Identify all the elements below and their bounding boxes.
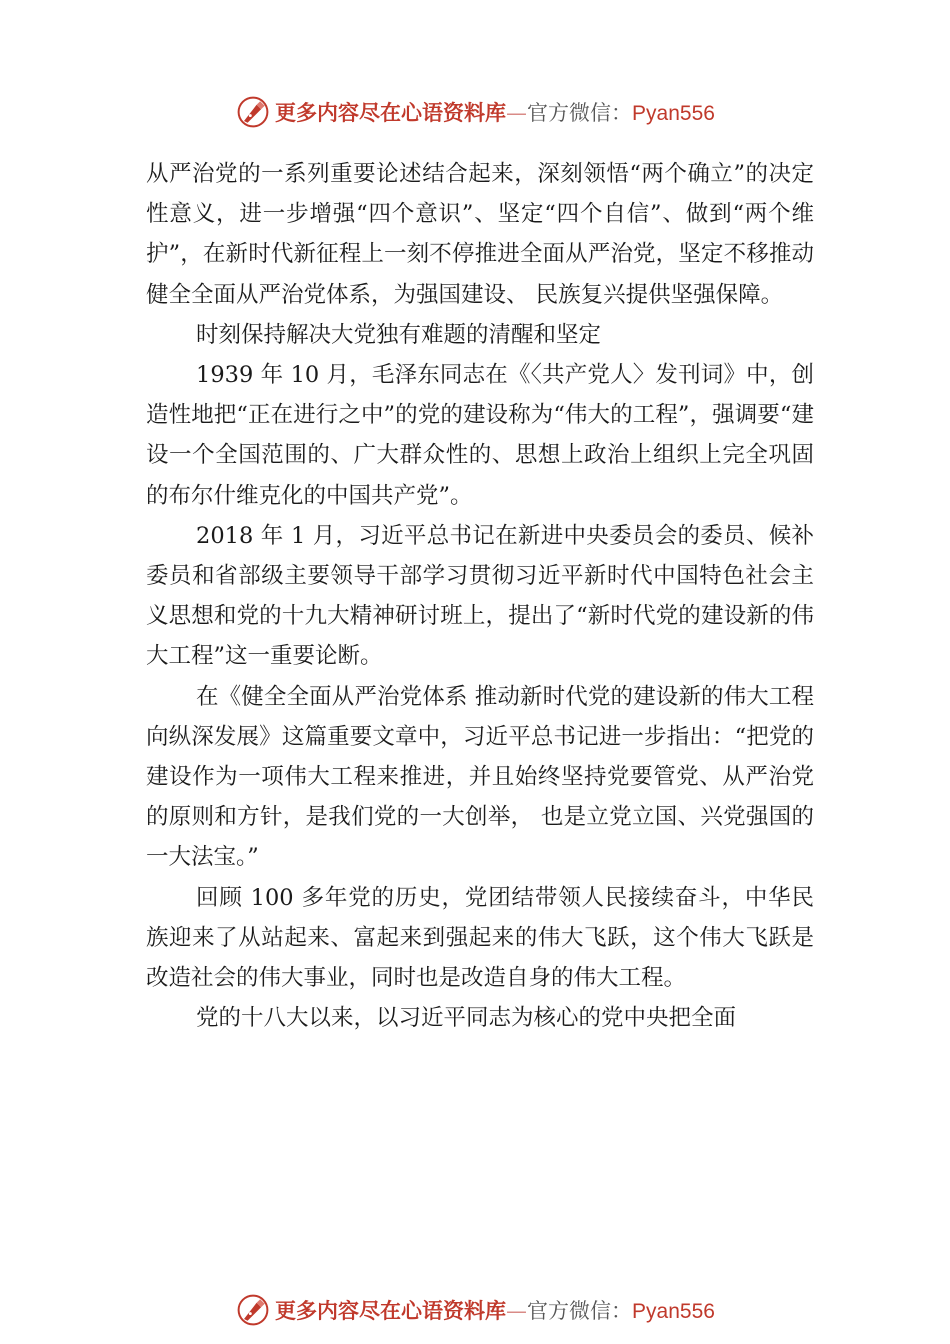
banner-wechat-id: Pyan556 (632, 102, 715, 125)
footer-banner (0, 1290, 950, 1330)
banner-dash: — (506, 1299, 528, 1323)
banner-wechat-id: Pyan556 (632, 1300, 715, 1323)
banner-wechat-label: 官方微信： (527, 1299, 633, 1323)
document-body (146, 154, 814, 1038)
paragraph: 2018 年 1 月，习近平总书记在新进中央委员会的委员、候补委员和省部级主要领导干部学习贯彻习近平新时代中国特色社会主义思想和党的十九大精神研讨班上，提出了“新时代党的建设新的伟大工程”这一重要论断。 (146, 522, 814, 670)
paragraph: 1939 年 10 月，毛泽东同志在《〈共产党人〉发刊词》中，创造性地把“正在进行之中”的党的建设称为“伟大的工程”，强调要“建设一个全国范围的、广大群众性的、思想上政治上组织上完全巩固的布尔什维克化的中国共产党”。 (146, 362, 814, 509)
paragraph: 在《健全全面从严治党体系 推动新时代党的建设新的伟大工程向纵深发展》这篇重要文章中，习近平总书记进一步指出：“把党的建设作为一项伟大工程来推进，并且始终坚持党要管党、从严治党的原则和方针，是我们党的一大创举， 也是立党立国、兴党强国的一大法宝。” (146, 683, 814, 871)
banner-promo-text: 更多内容尽在心语资料库 (275, 1298, 507, 1323)
banner-text (275, 1295, 715, 1325)
banner-promo-text: 更多内容尽在心语资料库 (275, 100, 507, 125)
paragraph: 党的十八大以来，以习近平同志为核心的党中央把全面 (196, 1005, 737, 1032)
header-banner (0, 92, 950, 132)
paragraph: 回顾 100 多年党的历史，党团结带领人民接续奋斗，中华民族迎来了从站起来、富起来到强起来的伟大飞跃，这个伟大飞跃是改造社会的伟大事业，同时也是改造自身的伟大工程。 (146, 884, 814, 992)
pen-nib-icon (235, 94, 271, 130)
paragraph: 从严治党的一系列重要论述结合起来，深刻领悟“两个确立”的决定性意义，进一步增强“四个意识”、坚定“四个自信”、做到“两个维护”，在新时代新征程上一刻不停推进全面从严治党，坚定不移推动健全全面从严治党体系，为强国建设、 民族复兴提供坚强保障。 (146, 161, 814, 308)
banner-dash: — (506, 101, 528, 125)
banner-wechat-label: 官方微信： (527, 101, 633, 125)
banner-text (275, 97, 715, 127)
section-heading: 时刻保持解决大党独有难题的清醒和坚定 (196, 321, 602, 348)
pen-nib-icon (235, 1292, 271, 1328)
